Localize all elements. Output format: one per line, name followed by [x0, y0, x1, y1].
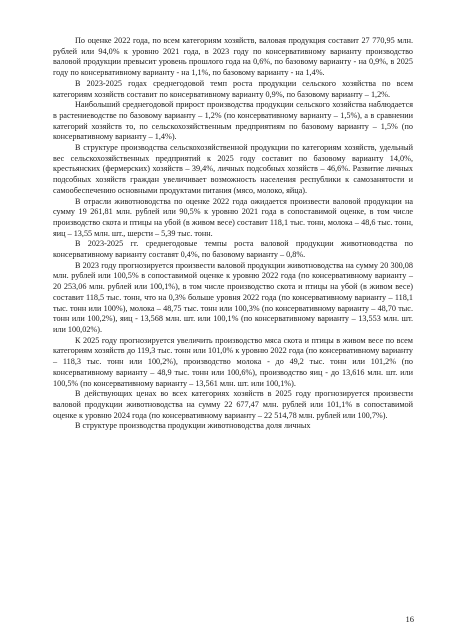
- paragraph: Наибольший среднегодовой прирост производства продукции сельского хозяйства наблюдается в растениеводстве по базовому варианту – 1,2% (по консервативному варианту – 1,5%), а в сравнении категорий хозяйств то, по сельскохозяйственным предприятиям по базовому варианту – 1,5% (по консервативному варианту – 1,4%).: [53, 100, 413, 142]
- paragraph: В структуре производства продукции животноводства доля личных: [75, 421, 311, 431]
- page-number: 16: [405, 614, 414, 624]
- paragraph: В 2023-2025 годах среднегодовой темп роста продукции сельского хозяйства по всем категориям хозяйств составит по консервативному варианту 0,9%, по базовому варианту – 1,2%.: [53, 78, 413, 99]
- paragraph: По оценке 2022 года, по всем категориям хозяйств, валовая продукция составит 27 770,95 млн. рублей или 94,0% к уровню 2021 года, в 2023 году по консервативному варианту производство валовой продукции превысит уровень прошлого года на 0,6%, по базовому варианту - на 0,9%, в 2025 году по консервативному варианту - на 1,1%, по базовому варианту - на 1,4%.: [53, 36, 413, 78]
- paragraph: В 2023-2025 гг. среднегодовые темпы роста валовой продукции животноводства по консервативному варианту составят 0,4%, по базовому варианту – 0,8%.: [53, 239, 413, 260]
- body-text: [53, 36, 413, 432]
- paragraph: В действующих ценах во всех категориях хозяйств в 2025 году прогнозируется произвести валовой продукции животноводства на сумму 22 677,47 млн. рублей или 101,1% в сопоставимой оценке к уровню 2024 года (по консервативному варианту – 22 514,78 млн. рублей или 100,7%).: [53, 389, 413, 420]
- paragraph: В 2023 году прогнозируется произвести валовой продукции животноводства на сумму 20 300,08 млн. рублей или 100,5% в сопоставимой оценке к уровню 2022 года (по консервативному варианту – 20 253,06 млн. рублей или 100,1%), в том числе производство скота и птицы на убой (в живом весе) составит 118,5 тыс. тонн, что на 0,3% больше уровня 2022 года (по консервативному варианту – 118,1 тыс. тонн или 100%), молока – 48,75 тыс. тонн или 100,3% (по консервативному варианту – 48,70 тыс. тонн или 100,2%), яиц - 13,568 млн. шт. или 100,1% (по консервативному варианту – 13,553 млн. шт. или 100,02%).: [53, 260, 413, 334]
- paragraph: К 2025 году прогнозируется увеличить производство мяса скота и птицы в живом весе по всем категориям хозяйств до 119,3 тыс. тонн или 101,0% к уровню 2022 года (по консервативному варианту – 118,3 тыс. тонн или 100,2%), производство молока - до 49,2 тыс. тонн или 101,2% (по консервативному варианту – 48,9 тыс. тонн или 100,6%), производство яиц - до 13,616 млн. шт. или 100,5% (по консервативному варианту – 13,561 млн. шт. или 100,1%).: [53, 335, 413, 388]
- paragraph: В отрасли животноводства по оценке 2022 года ожидается произвести валовой продукции на сумму 19 261,81 млн. рублей или 90,5% к уровню 2021 года в сопоставимой оценке, в том числе производство скота и птицы на убой (в живом весе) составит 118,1 тыс. тонн, молока – 48,6 тыс. тонн, яиц – 13,55 млн. шт., шерсти – 5,39 тыс. тонн.: [53, 196, 413, 238]
- paragraph: В структуре производства сельскохозяйственной продукции по категориям хозяйств, удельный вес сельскохозяйственных предприятий к 2025 году составит по базовому варианту 14,0%, крестьянских (фермерских) хозяйств – 39,4%, личных подсобных хозяйств – 46,6%. Развитие личных подсобных хозяйств граждан увеличивает возможность населения республики к самозанятости и самообеспечению основными продуктами питания (мясо, молоко, яйца).: [53, 143, 413, 195]
